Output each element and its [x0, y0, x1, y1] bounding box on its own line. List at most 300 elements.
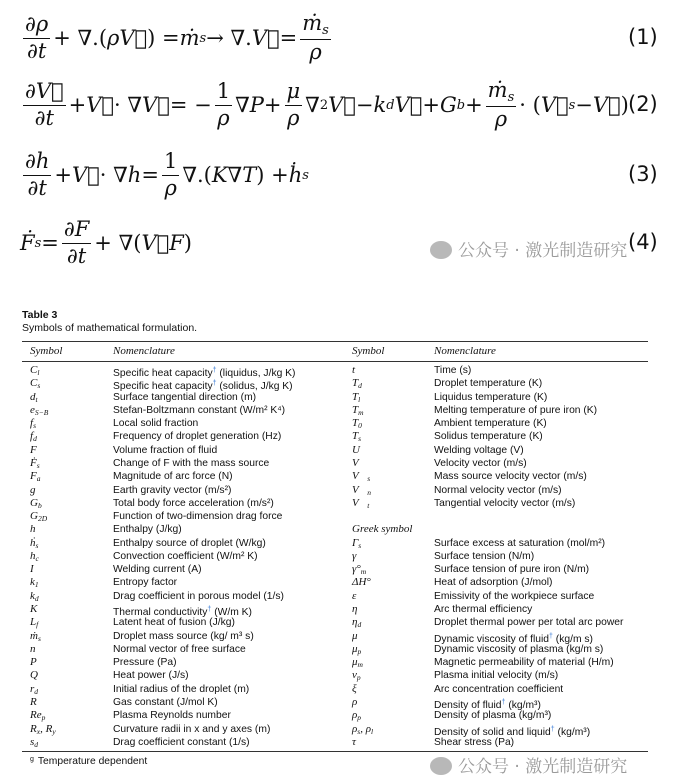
eq-fraction [23, 150, 51, 199]
nomenclature-text: Dynamic viscosity of fluid [434, 633, 550, 645]
wechat-icon [430, 757, 452, 775]
nomenclature-cell [113, 537, 266, 550]
header-nomenclature: Nomenclature [113, 345, 175, 357]
symbol-cell [30, 656, 37, 669]
nomenclature-text: Local solid fraction [113, 418, 199, 430]
symbol-base: I [30, 563, 34, 576]
eq-variable: ρV⃗ [107, 26, 148, 50]
symbol-base: T [352, 430, 359, 443]
eq-subscript: s [507, 89, 515, 105]
symbol-base: T [352, 417, 359, 430]
symbol-base: T [352, 377, 359, 390]
eq-subscript: s [302, 167, 309, 183]
symbol-base: f [30, 430, 34, 443]
eq-text: + [54, 163, 72, 187]
eq-fraction [23, 80, 66, 129]
symbol-base: ρ [352, 722, 358, 735]
nomenclature-cell [434, 537, 605, 550]
eq-text: = [141, 163, 159, 187]
symbol-cell [30, 484, 44, 497]
symbol-base: k [30, 589, 35, 602]
eq-text: ) [620, 93, 629, 117]
nomenclature-cell [113, 510, 282, 523]
footnote [30, 756, 147, 767]
symbol-subscript: b [37, 500, 42, 510]
symbol-subscript: s [357, 726, 361, 736]
symbol-cell [352, 444, 360, 457]
eq-denominator [495, 107, 507, 131]
symbol-base: ΔH° [352, 576, 371, 589]
eq-variable: Ḟ [20, 231, 35, 255]
nomenclature-cell [434, 377, 542, 390]
symbol-subscript: m [357, 660, 363, 670]
nomenclature-text: Entropy factor [113, 577, 178, 589]
eq-variable: t [38, 175, 47, 200]
symbol-subscript: d [358, 381, 362, 391]
eq-variable: t [45, 105, 54, 130]
nomenclature-text: Mass source velocity vector (m/s) [434, 471, 587, 483]
table-header-rule [22, 361, 648, 362]
nomenclature-cell [434, 457, 527, 470]
eq-text: = [279, 26, 298, 50]
nomenclature-cell [113, 669, 189, 682]
eq-variable: ḣ [288, 163, 303, 187]
eq-text: ∇.( [182, 163, 212, 187]
eq-variable: V⃗ [592, 93, 621, 117]
nomenclature-text: Stefan-Boltzmann constant (W/m² K⁴) [113, 404, 286, 416]
nomenclature-cell [113, 523, 182, 536]
eq-text: ∂ [27, 175, 39, 200]
symbol-base: V⃗ [352, 483, 368, 496]
watermark-bottom [430, 752, 627, 777]
nomenclature-cell [113, 696, 218, 709]
symbol-subscript: 2D [37, 514, 48, 524]
symbol-subscript: 1 [34, 580, 39, 590]
symbol-base: η [352, 603, 358, 616]
nomenclature-cell [113, 630, 254, 643]
symbol-base: C [30, 364, 38, 376]
nomenclature-text: Frequency of droplet generation (Hz) [113, 431, 282, 443]
dagger-mark: † [207, 606, 212, 614]
nomenclature-text: Convection coefficient (W/m² K) [113, 550, 258, 562]
symbol-base: f [30, 417, 34, 430]
symbol-subscript: p [41, 713, 46, 723]
eq-text: = − [169, 93, 212, 117]
nomenclature-text: Magnetic permeability of material (H/m) [434, 657, 614, 669]
nomenclature-text: Specific heat capacity [113, 368, 213, 379]
symbol-subscript: l [37, 368, 40, 377]
symbol-subscript: d [34, 593, 39, 603]
eq-variable: ρ [217, 105, 230, 130]
symbol-base: γ [352, 549, 357, 562]
symbol-base: U [352, 443, 360, 456]
symbol-cell [30, 523, 36, 536]
symbol-subscript: 0 [358, 421, 362, 431]
eq-numerator [23, 13, 50, 38]
nomenclature-cell [113, 723, 270, 736]
eq-variable: G [439, 93, 457, 117]
eq-text: ∂ [25, 12, 36, 37]
symbol-base: e [30, 403, 35, 416]
symbol-subscript: s [37, 633, 41, 643]
nomenclature-cell [434, 603, 532, 616]
table-caption: Symbols of mathematical formulation. [22, 322, 198, 334]
symbol-subscript: p [356, 673, 361, 683]
dagger-mark: † [212, 367, 217, 374]
eq-text: ) = [147, 26, 180, 50]
eq-text: ) [183, 231, 192, 255]
symbol-subscript: t [35, 394, 38, 404]
symbol-base: G [30, 510, 38, 523]
nomenclature-cell [434, 550, 534, 563]
eq-variable: ṁ [179, 26, 200, 50]
symbol-base: μ [352, 656, 358, 669]
table-title: Table 3 [22, 309, 58, 321]
symbol-base: s [30, 735, 35, 748]
nomenclature-text: Solidus temperature (K) [434, 431, 543, 443]
eq-text: ∂ [66, 243, 78, 268]
nomenclature-text: Function of two-dimension drag force [113, 511, 283, 523]
eq-variable: V⃗F [141, 231, 184, 255]
symbol-base: Γ [352, 536, 359, 549]
nomenclature-cell [434, 444, 524, 457]
symbol-cell [352, 364, 355, 377]
eq-variable: T [242, 163, 257, 187]
symbol-subscript: s [36, 460, 40, 470]
eq-text: → ∇. [206, 26, 252, 50]
eq-variable: F [74, 217, 90, 242]
eq-fraction [300, 12, 331, 64]
nomenclature-text: Pressure (Pa) [113, 657, 177, 669]
nomenclature-text: Droplet mass source (kg/ m³ s) [113, 630, 254, 642]
symbol-subscript: l [370, 726, 374, 736]
eq-subscript: d [386, 97, 395, 113]
watermark-text: 公众号 · 激光制造研究 [458, 241, 628, 261]
eq-variable: V⃗ [540, 93, 569, 117]
header-symbol-2: Symbol [352, 345, 385, 357]
symbol-subscript: m [358, 407, 364, 417]
symbol-base: ρ [352, 696, 358, 708]
header-symbol: Symbol [30, 345, 63, 357]
eq-variable: K [211, 163, 228, 187]
symbol-base: V⃗ [352, 456, 368, 469]
symbol-subscript: s [358, 434, 362, 444]
eq-text: + [465, 93, 483, 117]
symbol-cell [30, 669, 38, 682]
nomenclature-cell [434, 656, 614, 669]
nomenclature-cell [113, 709, 231, 722]
nomenclature-text: Specific heat capacity [113, 381, 213, 393]
nomenclature-text: Arc thermal efficiency [434, 604, 533, 616]
symbol-subscript: y [52, 726, 56, 736]
nomenclature-text: Thermal conductivity [113, 607, 208, 619]
nomenclature-text: Surface tension (N/m) [434, 550, 535, 562]
wechat-icon [430, 241, 452, 259]
symbol-subscript: l [358, 394, 361, 404]
eq-variable: ρ [309, 40, 322, 65]
symbol-base: G [30, 496, 38, 509]
symbol-base: ṁ [30, 629, 38, 642]
eq-subscript: b [456, 97, 466, 113]
nomenclature-text: Change of F with the mass source [113, 457, 270, 469]
eq-text: ∇ [227, 163, 243, 187]
symbol-base: P [30, 656, 37, 669]
symbol-cell [352, 457, 367, 470]
symbol-subscript: m [360, 567, 367, 577]
eq-numerator [23, 80, 66, 105]
eq-denominator [35, 106, 54, 130]
eq-variable: V⃗ [251, 26, 280, 50]
nomenclature-cell [434, 470, 587, 483]
symbol-base: T [352, 390, 359, 403]
symbol-subscript: s [33, 421, 36, 431]
symbol-base: ξ [352, 682, 357, 695]
nomenclature-text: Droplet temperature (K) [434, 378, 543, 390]
eq-variable: V⃗ [328, 93, 356, 117]
nomenclature-unit: (W/m K) [211, 607, 252, 619]
eq-fraction [62, 218, 91, 267]
eq-fraction [162, 150, 179, 199]
nomenclature-cell [434, 364, 471, 377]
symbol-subscript: a [36, 474, 41, 484]
nomenclature-cell [434, 616, 623, 629]
eq-numerator [62, 218, 91, 243]
symbol-subscript: c [35, 553, 39, 563]
symbol-base: C [30, 377, 38, 390]
eq-variable: ρ [287, 105, 300, 130]
nomenclature-text: Latent heat of fusion (J/kg) [113, 617, 235, 629]
symbol-subscript: t [367, 500, 370, 510]
symbol-base: h [30, 549, 36, 562]
eq-numerator [162, 150, 179, 175]
nomenclature-cell [113, 444, 217, 457]
eq-variable: V⃗ [86, 93, 115, 117]
nomenclature-unit: (kg/m³) [554, 726, 591, 738]
nomenclature-cell [113, 736, 250, 749]
symbol-base: Ḟ [30, 456, 37, 469]
equation-2 [20, 76, 629, 134]
symbol-cell [352, 603, 357, 616]
symbol-cell [30, 696, 37, 709]
eq-text: + [263, 93, 282, 117]
eq-variable: h [35, 149, 50, 174]
eq-numerator [285, 80, 303, 105]
symbol-base: , R [40, 722, 53, 735]
nomenclature-text: Total body force acceleration (m/s²) [113, 497, 274, 509]
nomenclature-cell [113, 616, 235, 629]
nomenclature-cell [434, 709, 551, 722]
eq-numerator [23, 150, 51, 175]
symbol-subscript: d [34, 739, 39, 749]
nomenclature-text: Velocity vector (m/s) [434, 457, 527, 469]
nomenclature-cell [434, 563, 589, 576]
nomenclature-text: Arc concentration coefficient [434, 683, 564, 695]
nomenclature-text: Drag coefficient constant (1/s) [113, 736, 250, 748]
equation-number: (3) [628, 162, 658, 186]
nomenclature-cell [434, 417, 547, 430]
nomenclature-text: Magnitude of arc force (N) [113, 471, 233, 483]
eq-numerator [486, 79, 517, 107]
symbol-cell [30, 603, 37, 616]
footnote-mark: g [30, 756, 34, 763]
symbol-subscript: S−B [34, 407, 49, 417]
symbol-cell [30, 563, 34, 576]
eq-variable: k [373, 93, 387, 117]
nomenclature-cell [113, 576, 177, 589]
nomenclature-text: Drag coefficient in porous model (1/s) [113, 590, 284, 602]
nomenclature-cell [113, 417, 198, 430]
nomenclature-cell [113, 470, 233, 483]
eq-text: ∂ [63, 217, 75, 242]
symbol-base: v [352, 669, 357, 682]
equation-number: (2) [628, 92, 658, 116]
symbol-subscript: d [34, 686, 39, 696]
symbol-subscript: d [357, 620, 362, 630]
dagger-mark: † [212, 380, 217, 388]
nomenclature-cell [113, 457, 269, 470]
symbol-base: τ [352, 735, 356, 748]
symbol-base: ρ [352, 709, 358, 722]
symbol-base: V⃗ [352, 496, 368, 509]
nomenclature-text: Volume fraction of fluid [113, 444, 218, 456]
eq-subscript: s [568, 97, 576, 113]
nomenclature-text: Surface tension of pure iron (N/m) [434, 564, 590, 576]
eq-fraction [486, 79, 517, 131]
nomenclature-cell [434, 576, 552, 589]
eq-denominator [217, 106, 229, 130]
nomenclature-cell [434, 643, 603, 656]
nomenclature-text: Enthalpy (J/kg) [113, 524, 182, 536]
eq-variable: t [37, 38, 47, 63]
nomenclature-cell [113, 550, 258, 563]
nomenclature-unit: (liquidus, J/kg K) [216, 368, 296, 379]
eq-variable: h [127, 163, 142, 187]
symbol-subscript: f [36, 620, 39, 630]
symbol-base: V⃗ [352, 470, 368, 483]
eq-text: + [422, 93, 440, 117]
nomenclature-text: Tangential velocity vector (m/s) [434, 497, 576, 509]
eq-text: ∂ [25, 149, 36, 174]
nomenclature-cell [434, 590, 594, 603]
equation-number: (4) [628, 230, 658, 254]
eq-variable: ρ [164, 175, 177, 200]
equation-number: (1) [628, 25, 658, 49]
nomenclature-cell [113, 497, 274, 510]
symbol-cell [352, 696, 357, 709]
symbol-cell [352, 497, 369, 512]
eq-denominator [28, 176, 47, 200]
symbol-cell [352, 736, 356, 749]
symbol-subscript: s [367, 474, 371, 484]
nomenclature-cell [434, 484, 562, 497]
symbol-subscript: s [35, 540, 39, 550]
symbol-base: μ [352, 629, 358, 642]
nomenclature-text: Plasma initial velocity (m/s) [434, 670, 559, 682]
eq-subscript: s [199, 30, 207, 46]
nomenclature-text: Density of fluid [434, 700, 502, 711]
nomenclature-text: Surface excess at saturation (mol/m²) [434, 537, 606, 549]
nomenclature-cell [434, 404, 597, 417]
eq-fraction [285, 80, 303, 129]
symbol-cell [30, 736, 38, 751]
symbol-base: r [30, 682, 35, 695]
nomenclature-cell [113, 683, 249, 696]
eq-text: + [68, 93, 87, 117]
symbol-cell [30, 444, 37, 457]
nomenclature-text: Initial radius of the droplet (m) [113, 683, 250, 695]
nomenclature-cell [434, 736, 514, 749]
symbol-base: γ° [352, 563, 361, 576]
eq-text: − [575, 93, 593, 117]
nomenclature-text: Welding voltage (V) [434, 444, 524, 456]
eq-text: + ∇( [94, 231, 142, 255]
nomenclature-text: Ambient temperature (K) [434, 418, 547, 430]
eq-text: + ∇.( [53, 26, 108, 50]
nomenclature-text: Melting temperature of pure iron (K) [434, 404, 598, 416]
symbol-cell [352, 683, 357, 696]
nomenclature-text: Plasma Reynolds number [113, 710, 231, 722]
nomenclature-cell [113, 656, 177, 669]
nomenclature-unit: (kg/m³) [505, 700, 541, 711]
symbol-base: η [352, 616, 358, 629]
nomenclature-cell [113, 404, 285, 417]
nomenclature-cell [113, 430, 281, 443]
symbol-base: ε [352, 589, 357, 602]
symbol-base: F [30, 443, 37, 456]
nomenclature-text: Normal velocity vector (m/s) [434, 484, 562, 496]
nomenclature-text: Normal vector of free surface [113, 643, 246, 655]
nomenclature-text: Welding current (A) [113, 564, 202, 576]
symbol-base: k [30, 576, 35, 589]
eq-numerator [215, 80, 232, 105]
nomenclature-text: Density of plasma (kg/m³) [434, 710, 552, 722]
eq-denominator [164, 176, 176, 200]
symbol-cell [352, 630, 358, 643]
table-top-rule [22, 341, 648, 342]
symbol-cell [30, 643, 44, 656]
eq-subscript: s [34, 235, 42, 251]
symbol-base: ḣ [30, 536, 36, 549]
nomenclature-text: Shear stress (Pa) [434, 736, 515, 748]
eq-denominator [27, 39, 46, 63]
nomenclature-text: Gas constant (J/mol K) [113, 697, 218, 708]
dagger-mark: † [549, 632, 553, 640]
nomenclature-text: Heat power (J/s) [113, 670, 189, 682]
header-nomenclature-2: Nomenclature [434, 345, 496, 357]
symbol-base: K [30, 603, 38, 616]
eq-text: 1 [163, 149, 178, 174]
eq-text: 1 [216, 79, 231, 104]
symbol-subscript: x [36, 726, 41, 736]
eq-text: · ∇ [114, 93, 143, 117]
nomenclature-cell [113, 643, 246, 656]
nomenclature-text: Earth gravity vector (m/s²) [113, 484, 232, 496]
nomenclature-cell [434, 683, 563, 696]
symbol-base: , ρ [360, 722, 371, 735]
symbol-base: t [352, 364, 356, 376]
eq-text: ∂ [25, 79, 36, 104]
symbol-base: μ [352, 642, 358, 655]
eq-text: − [355, 93, 374, 117]
eq-text: ∇ [305, 93, 320, 117]
nomenclature-text: Emissivity of the workpiece surface [434, 590, 595, 602]
watermark [430, 236, 627, 261]
nomenclature-unit: (kg/m s) [552, 633, 593, 645]
eq-text: ∂ [26, 38, 38, 63]
eq-text: · ( [519, 93, 541, 117]
eq-variable: V⃗ [142, 93, 170, 117]
symbol-base: d [30, 390, 36, 403]
